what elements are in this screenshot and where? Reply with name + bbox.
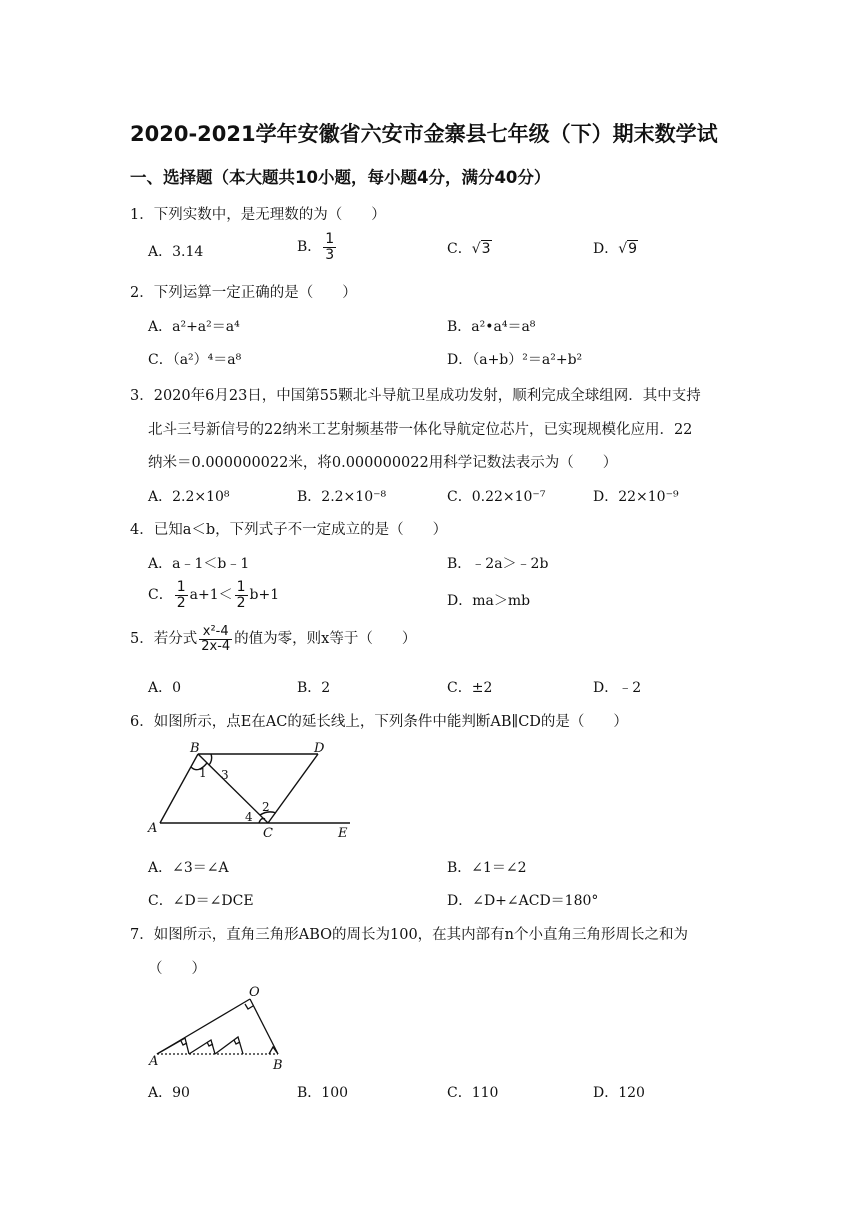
question-2-option-a: A．a²+a²＝a⁴ bbox=[148, 319, 240, 335]
question-2-stem: 2．下列运算一定正确的是（ ） bbox=[130, 285, 357, 301]
fraction-one-third: $\frac{1}{3}$ bbox=[325, 231, 335, 263]
segment-ob bbox=[250, 999, 278, 1054]
question-4-option-a: A．a﹣1＜b﹣1 bbox=[148, 556, 250, 572]
question-3-option-c: C．0.22×10⁻⁷ bbox=[447, 489, 546, 505]
question-6-option-a: A．∠3＝∠A bbox=[148, 860, 229, 876]
label-a: A bbox=[149, 1054, 159, 1069]
small-triangle-2 bbox=[189, 1040, 215, 1054]
label-e: E bbox=[338, 826, 348, 840]
fraction-expression: $\frac{\text{x²-4}}{2x-4}$ bbox=[201, 624, 231, 654]
section-heading: 一、选择题（本大题共10小题，每小题4分，满分40分） bbox=[130, 168, 551, 187]
right-angle-mark-o bbox=[245, 1004, 253, 1009]
question-6-option-d: D．∠D+∠ACD＝180° bbox=[447, 893, 599, 909]
fraction-one-half-b: $\frac{1}{2}$ bbox=[236, 579, 246, 611]
question-1-option-d: D．√9 bbox=[593, 241, 638, 257]
question-7-line-2: （ ） bbox=[148, 961, 206, 977]
question-5-option-a: A．0 bbox=[148, 680, 182, 696]
question-3-line-3: 纳米＝0.000000022米，将0.000000022用科学记数法表示为（ ） bbox=[148, 455, 618, 471]
label-angle-4: 4 bbox=[245, 810, 253, 824]
sqrt-nine: √9 bbox=[618, 241, 638, 257]
label-c: C bbox=[263, 826, 273, 840]
question-6-stem: 6．如图所示，点E在AC的延长线上，下列条件中能判断AB∥CD的是（ ） bbox=[130, 714, 628, 730]
label-angle-1: 1 bbox=[199, 766, 207, 780]
question-1-option-b: B． $\frac{1}{3}$ bbox=[297, 231, 335, 263]
question-4-option-d: D．ma＞mb bbox=[447, 593, 531, 609]
segment-bc bbox=[198, 754, 268, 823]
question-7-option-a: A．90 bbox=[148, 1085, 190, 1101]
question-7-option-c: C．110 bbox=[447, 1085, 499, 1101]
question-5-option-b: B．2 bbox=[297, 680, 331, 696]
small-triangle-1 bbox=[157, 1038, 189, 1054]
question-2-option-d: D．（a+b）²＝a²+b² bbox=[447, 352, 583, 368]
question-3-option-a: A．2.2×10⁸ bbox=[148, 489, 230, 505]
label-angle-2: 2 bbox=[262, 800, 270, 814]
question-3-line-1: 3．2020年6月23日，中国第55颗北斗导航卫星成功发射，顺利完成全球组网．其中支持 bbox=[130, 388, 701, 404]
question-6-option-b: B．∠1＝∠2 bbox=[447, 860, 527, 876]
question-4-option-c: C． $\frac{1}{2}$ a+1＜ $\frac{1}{2}$ b+1 bbox=[148, 579, 280, 611]
question-3-option-b: B．2.2×10⁻⁸ bbox=[297, 489, 387, 505]
question-4-stem: 4．已知a＜b，下列式子不一定成立的是（ ） bbox=[130, 522, 448, 538]
small-triangle-3 bbox=[215, 1037, 243, 1054]
label-b: B bbox=[273, 1058, 283, 1073]
question-5-option-d: D．﹣2 bbox=[593, 680, 642, 696]
question-7-option-d: D．120 bbox=[593, 1085, 645, 1101]
question-6-figure bbox=[145, 740, 360, 840]
question-2-option-b: B．a²•a⁴＝a⁸ bbox=[447, 319, 536, 335]
question-1-stem: 1．下列实数中，是无理数的为（ ） bbox=[130, 207, 386, 223]
question-1-option-c: C．√3 bbox=[447, 241, 491, 257]
question-2-option-c: C．（a²）⁴＝a⁸ bbox=[148, 352, 242, 368]
segment-ab bbox=[160, 754, 198, 823]
page-title: 2020-2021学年安徽省六安市金寨县七年级（下）期末数学试 bbox=[130, 122, 718, 146]
label-d: D bbox=[314, 741, 325, 756]
label-b: B bbox=[190, 741, 200, 756]
question-6-option-c: C．∠D＝∠DCE bbox=[148, 893, 254, 909]
question-1-option-a: A．3.14 bbox=[148, 244, 204, 260]
question-7-figure bbox=[145, 983, 295, 1075]
angle-3-arc bbox=[209, 754, 212, 765]
question-3-option-d: D．22×10⁻⁹ bbox=[593, 489, 679, 505]
sqrt-three: √3 bbox=[471, 241, 491, 257]
question-7-option-b: B．100 bbox=[297, 1085, 349, 1101]
label-o: O bbox=[249, 985, 260, 1000]
label-angle-3: 3 bbox=[221, 768, 229, 782]
label-a: A bbox=[148, 821, 158, 836]
question-5-option-c: C．±2 bbox=[447, 680, 493, 696]
fraction-one-half-a: $\frac{1}{2}$ bbox=[176, 579, 186, 611]
question-3-line-2: 北斗三号新信号的22纳米工艺射频基带一体化导航定位芯片，已实现规模化应用．22 bbox=[148, 422, 693, 438]
question-4-option-b: B．﹣2a＞﹣2b bbox=[447, 556, 549, 572]
question-5-stem: 5．若分式 $\frac{\text{x²-4}}{2x-4}$ 的值为零，则x等于（ ） bbox=[130, 624, 417, 654]
question-7-line-1: 7．如图所示，直角三角形ABO的周长为100，在其内部有n个小直角三角形周长之和为 bbox=[130, 927, 689, 943]
